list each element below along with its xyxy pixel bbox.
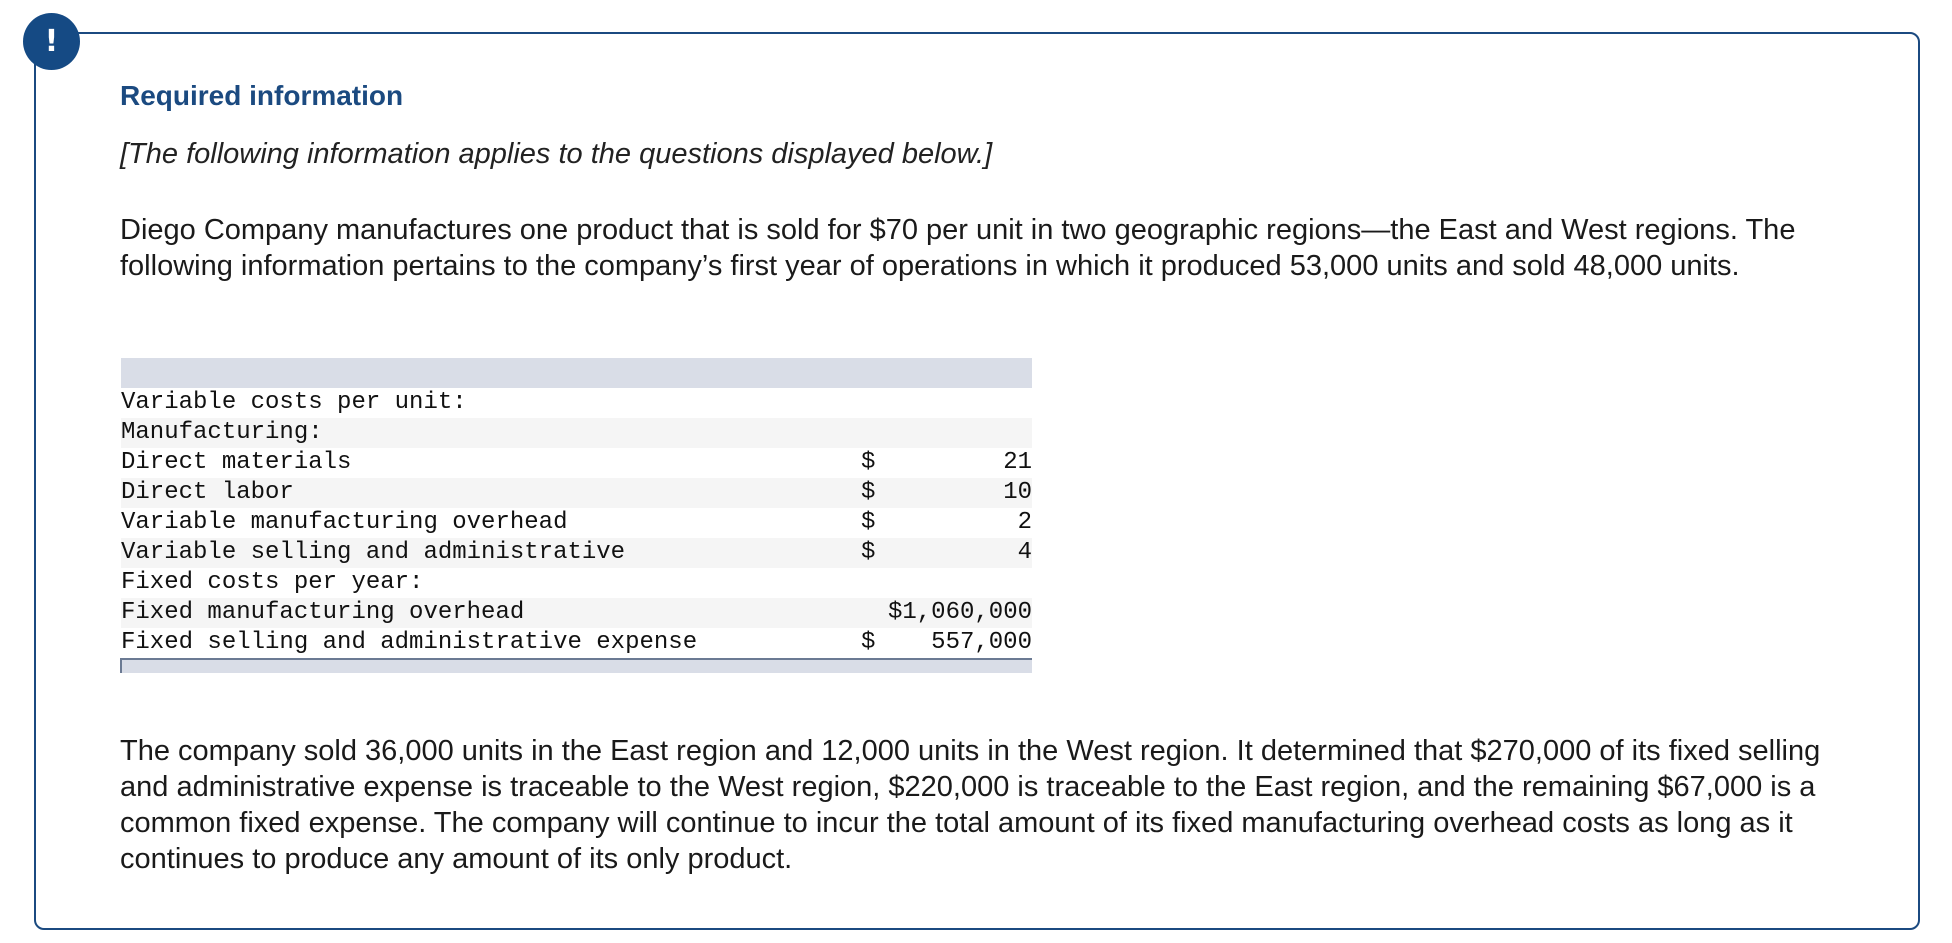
- row-label: Variable costs per unit:: [121, 389, 467, 416]
- table-row: [121, 538, 1032, 568]
- row-amount: [897, 388, 1032, 418]
- row-currency: [861, 568, 897, 598]
- row-amount: 557,000: [931, 629, 1032, 656]
- row-amount: $1,060,000: [861, 598, 1032, 628]
- table-row: [121, 508, 1032, 538]
- row-amount: 10: [897, 478, 1032, 508]
- row-amount: 21: [1003, 449, 1032, 476]
- cost-table: [120, 358, 1032, 673]
- instruction-note: [The following information applies to the questions displayed below.]: [120, 138, 993, 170]
- section-heading: Required information: [120, 80, 404, 111]
- table-row: [121, 568, 1032, 598]
- alert-badge: [23, 13, 80, 70]
- table-header-row: [121, 358, 1032, 388]
- row-currency: $: [861, 629, 876, 656]
- table-row: [121, 478, 1032, 508]
- table-row: [121, 598, 1032, 628]
- table-row: [121, 418, 1032, 448]
- row-label: Manufacturing:: [121, 418, 861, 448]
- row-amount: 4: [897, 538, 1032, 568]
- row-currency: $: [861, 509, 876, 536]
- table-row: [121, 628, 1032, 659]
- row-amount: [897, 568, 1032, 598]
- row-currency: $: [861, 538, 897, 568]
- closing-paragraph: The company sold 36,000 units in the East region and 12,000 units in the West region. It determined that $270,000 of its fixed selling and administrative expense is traceable to the West region, $220,000 is traceable to the East region, and the remaining $67,000 is a common fixed expense. The company will continue to incur the total amount of its fixed manufacturing overhead costs as long as it continues to produce any amount of its only product.: [120, 735, 1821, 875]
- table-row: [121, 388, 1032, 418]
- row-label: Fixed manufacturing overhead: [121, 598, 861, 628]
- intro-paragraph: Diego Company manufactures one product that is sold for $70 per unit in two geographic regions—the East and West regions. The following information pertains to the company’s first year of operations in which it produced 53,000 units and sold 48,000 units.: [120, 214, 1796, 282]
- row-currency: [861, 418, 897, 448]
- row-label: Fixed costs per year:: [121, 569, 424, 596]
- row-amount: 2: [1017, 509, 1032, 536]
- row-label: Variable manufacturing overhead: [121, 509, 568, 536]
- table-row: [121, 448, 1032, 478]
- row-currency: $: [861, 449, 876, 476]
- table-footer-row: [121, 659, 1032, 673]
- row-label: Direct materials: [121, 449, 352, 476]
- row-currency: [861, 388, 897, 418]
- exclamation-icon: !: [44, 24, 59, 59]
- row-amount: [897, 418, 1032, 448]
- row-label: Variable selling and administrative: [121, 538, 861, 568]
- row-currency: $: [861, 478, 897, 508]
- row-label: Direct labor: [121, 478, 861, 508]
- row-label: Fixed selling and administrative expense: [121, 629, 698, 656]
